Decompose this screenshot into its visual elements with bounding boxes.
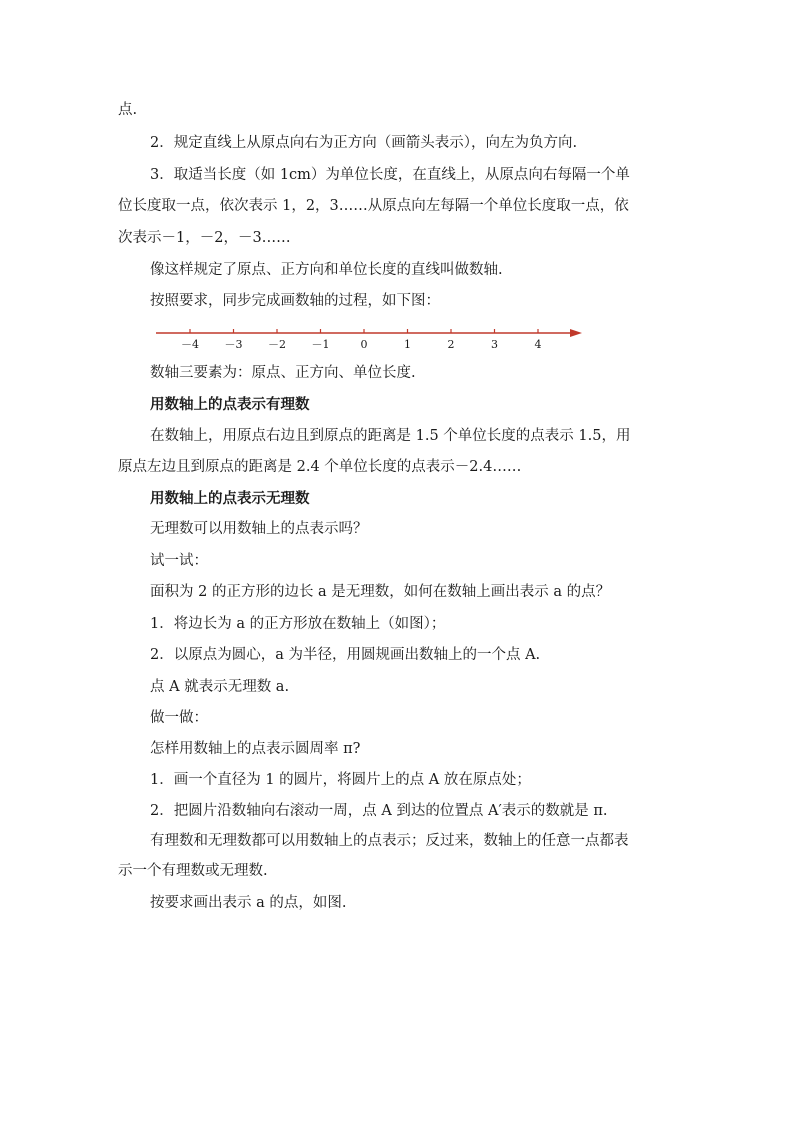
paragraph-line: 3．取适当长度（如 1cm）为单位长度，在直线上，从原点向右每隔一个单 [150,167,630,183]
paragraph-line: 位长度取一点，依次表示 1，2，3……从原点向左每隔一个单位长度取一点，依 [118,198,629,214]
paragraph-line: 试一试： [150,553,208,569]
paragraph-line: 点. [118,102,138,118]
paragraph-line: 示一个有理数或无理数. [118,863,268,879]
paragraph-line: 怎样用数轴上的点表示圆周率 π? [150,741,361,757]
tick-label: 2 [447,338,455,350]
tick-label: －1 [311,338,330,350]
paragraph-line: 原点左边且到原点的距离是 2.4 个单位长度的点表示－2.4…… [118,459,522,475]
paragraph-line: 有理数和无理数都可以用数轴上的点表示；反过来，数轴上的任意一点都表 [150,833,629,849]
number-line-figure [150,322,590,350]
axis-arrow [570,329,582,337]
paragraph-line: 无理数可以用数轴上的点表示吗？ [150,521,368,537]
paragraph-line: 按要求画出表示 a 的点，如图. [150,895,347,911]
paragraph-line: 面积为 2 的正方形的边长 a 是无理数，如何在数轴上画出表示 a 的点？ [150,584,611,600]
paragraph-line: 数轴三要素为：原点、正方向、单位长度. [150,365,416,381]
tick-label: 1 [404,338,411,350]
paragraph-line: 2．以原点为圆心，a 为半径，用圆规画出数轴上的一个点 A. [150,647,541,663]
paragraph-line: 2．规定直线上从原点向右为正方向（画箭头表示），向左为负方向. [150,135,578,151]
paragraph-line: 在数轴上，用原点右边且到原点的距离是 1.5 个单位长度的点表示 1.5，用 [150,428,631,444]
paragraph-line: 做一做： [150,710,208,726]
tick-label: －4 [181,338,199,350]
tick-label: 0 [360,338,368,350]
tick-label: －3 [224,338,243,350]
paragraph-line: 1．将边长为 a 的正方形放在数轴上（如图）； [150,616,446,632]
paragraph-line: 像这样规定了原点、正方向和单位长度的直线叫做数轴. [150,262,503,278]
tick-label: －2 [268,338,286,350]
paragraph-line: 2．把圆片沿数轴向右滚动一周，点 A 到达的位置点 A′表示的数就是 π. [150,803,608,819]
paragraph-line: 次表示－1，－2，－3…… [118,230,291,246]
section-heading: 用数轴上的点表示无理数 [150,491,310,507]
paragraph-line: 1．画一个直径为 1 的圆片，将圆片上的点 A 放在原点处； [150,772,531,788]
tick-label: 3 [491,338,498,350]
paragraph-line: 点 A 就表示无理数 a. [150,679,290,695]
tick-label: 4 [534,338,542,350]
paragraph-line: 按照要求，同步完成画数轴的过程，如下图： [150,293,440,309]
section-heading: 用数轴上的点表示有理数 [150,397,310,413]
